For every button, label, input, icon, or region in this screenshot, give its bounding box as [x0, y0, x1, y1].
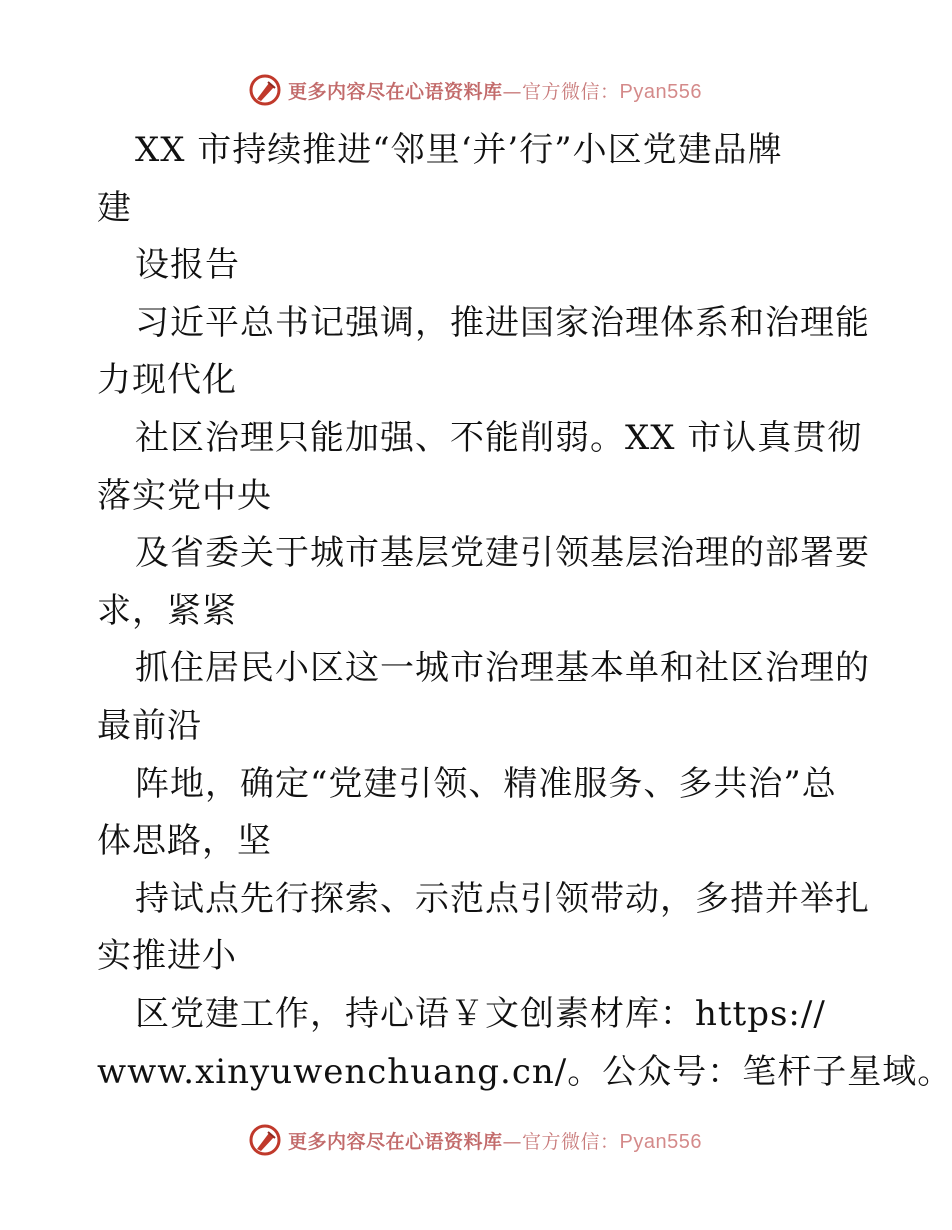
header-banner-id: Pyan556: [619, 80, 702, 103]
body-line: 抓住居民小区这一城市治理基本单和社区治理的: [135, 648, 870, 689]
footer-banner-text: [288, 1127, 702, 1154]
header-banner-text: [288, 77, 702, 104]
document-body: [97, 122, 952, 1101]
header-banner-main: 更多内容尽在心语资料库: [288, 80, 503, 103]
footer-banner-sep: —官方微信：: [502, 1130, 620, 1153]
body-line: 落实党中央: [97, 475, 272, 516]
body-line: 持试点先行探索、示范点引领带动，多措并举扎: [135, 878, 870, 919]
footer-banner-inner: [248, 1123, 702, 1157]
pen-nib-logo-icon: [248, 1123, 282, 1157]
footer-banner: [0, 1120, 950, 1160]
body-line: 阵地，确定“党建引领、精准服务、多共治”总: [135, 763, 837, 804]
body-line: 建: [97, 187, 132, 228]
body-line: 求，紧紧: [97, 590, 237, 631]
body-line: 区党建工作，持心语￥文创素材库：https://: [135, 993, 826, 1034]
body-line: www.xinyuwenchuang.cn/。公众号：笔杆子星域。: [97, 1051, 952, 1092]
body-line: 设报告: [135, 245, 240, 286]
body-line: 社区治理只能加强、不能削弱。XX 市认真贯彻: [135, 417, 863, 458]
body-line: 习近平总书记强调，推进国家治理体系和治理能: [135, 302, 870, 343]
body-line: 实推进小: [97, 936, 237, 977]
header-banner-inner: [248, 73, 702, 107]
body-line: 及省委关于城市基层党建引领基层治理的部署要: [135, 533, 870, 574]
pen-nib-logo-icon: [248, 73, 282, 107]
footer-banner-id: Pyan556: [619, 1130, 702, 1153]
header-banner: [0, 70, 950, 110]
body-line: XX 市持续推进“邻里‘并’行”小区党建品牌: [135, 130, 783, 170]
body-line: 力现代化: [97, 360, 237, 401]
body-line: 最前沿: [97, 705, 202, 746]
header-banner-sep: —官方微信：: [502, 80, 620, 103]
footer-banner-main: 更多内容尽在心语资料库: [288, 1130, 503, 1153]
body-line: 体思路，坚: [97, 821, 272, 862]
